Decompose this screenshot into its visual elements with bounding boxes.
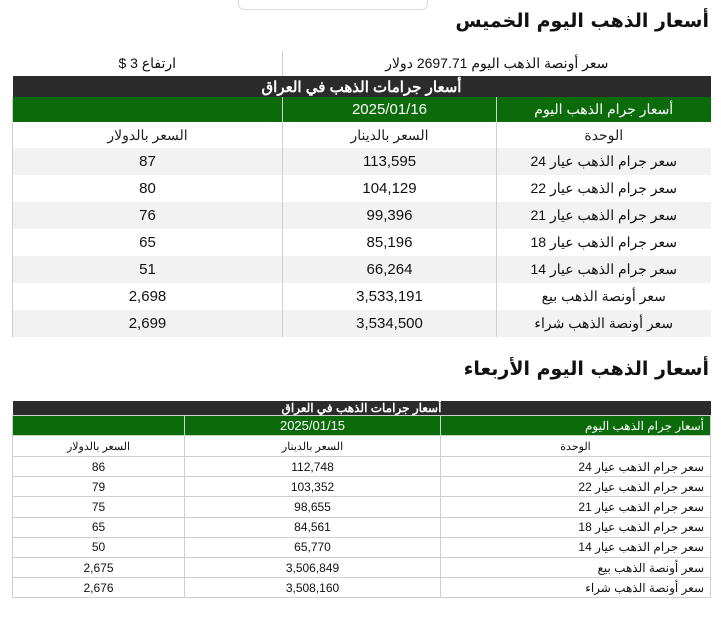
dinar-cell: 98,655 [185, 497, 441, 517]
table-row [13, 537, 711, 557]
unit-cell: سعر أونصة الذهب بيع [441, 557, 711, 577]
dinar-cell: 85,196 [283, 229, 497, 256]
table-row [13, 457, 711, 477]
date-label: 2025/01/15 [185, 416, 441, 436]
wednesday-heading: أسعار الذهب اليوم الأربعاء [463, 358, 709, 380]
dollar-cell: 65 [13, 517, 185, 537]
table-row [13, 256, 711, 283]
table-row [13, 229, 711, 256]
dollar-cell: 2,698 [13, 283, 283, 310]
dinar-cell: 3,506,849 [185, 557, 441, 577]
table-row [13, 557, 711, 577]
dollar-cell: 76 [13, 202, 283, 229]
dinar-cell: 112,748 [185, 457, 441, 477]
dinar-cell: 3,508,160 [185, 578, 441, 598]
table-row [13, 578, 711, 598]
col-dollar: السعر بالدولار [13, 122, 283, 148]
dollar-cell: 75 [13, 497, 185, 517]
table-row [13, 310, 711, 337]
table-row [13, 202, 711, 229]
unit-cell: سعر جرام الذهب عيار 24 [441, 457, 711, 477]
table-row [13, 175, 711, 202]
dinar-cell: 84,561 [185, 517, 441, 537]
dollar-cell: 2,675 [13, 557, 185, 577]
dollar-cell: 80 [13, 175, 283, 202]
table-row [13, 477, 711, 497]
table-row [13, 283, 711, 310]
change-text: ارتفاع 3 $ [13, 51, 283, 76]
table-row [13, 517, 711, 537]
unit-cell: سعر أونصة الذهب شراء [441, 578, 711, 598]
table-title: أسعار جرامات الذهب في العراق [13, 401, 711, 416]
ounce-info-row [13, 51, 711, 76]
dollar-cell: 86 [13, 457, 185, 477]
dollar-cell: 51 [13, 256, 283, 283]
green-empty-cell [13, 416, 185, 436]
table-row [13, 148, 711, 175]
col-unit: الوحدة [497, 122, 711, 148]
dollar-cell: 2,676 [13, 578, 185, 598]
dinar-cell: 104,129 [283, 175, 497, 202]
unit-cell: سعر جرام الذهب عيار 21 [497, 202, 711, 229]
unit-cell: سعر جرام الذهب عيار 18 [441, 517, 711, 537]
dinar-cell: 65,770 [185, 537, 441, 557]
green-header-row [13, 416, 711, 436]
green-empty-cell [13, 97, 283, 122]
green-header-row [13, 97, 711, 122]
green-label: أسعار جرام الذهب اليوم [497, 97, 711, 122]
col-dinar: السعر بالدينار [283, 122, 497, 148]
column-header-row [13, 436, 711, 457]
dinar-cell: 3,533,191 [283, 283, 497, 310]
ounce-price-text: سعر أونصة الذهب اليوم 2697.71 دولار [283, 51, 711, 76]
dinar-cell: 99,396 [283, 202, 497, 229]
date-label: 2025/01/16 [283, 97, 497, 122]
unit-cell: سعر أونصة الذهب بيع [497, 283, 711, 310]
green-label: أسعار جرام الذهب اليوم [441, 416, 711, 436]
unit-cell: سعر أونصة الذهب شراء [497, 310, 711, 337]
col-unit: الوحدة [441, 436, 711, 457]
wednesday-prices-table [12, 401, 711, 598]
thursday-prices-table [12, 51, 711, 337]
unit-cell: سعر جرام الذهب عيار 18 [497, 229, 711, 256]
unit-cell: سعر جرام الذهب عيار 14 [497, 256, 711, 283]
unit-cell: سعر جرام الذهب عيار 24 [497, 148, 711, 175]
col-dollar: السعر بالدولار [13, 436, 185, 457]
dinar-cell: 3,534,500 [283, 310, 497, 337]
col-dinar: السعر بالدينار [185, 436, 441, 457]
dinar-cell: 66,264 [283, 256, 497, 283]
thursday-heading: أسعار الذهب اليوم الخميس [455, 10, 709, 32]
unit-cell: سعر جرام الذهب عيار 14 [441, 537, 711, 557]
dollar-cell: 65 [13, 229, 283, 256]
dinar-cell: 103,352 [185, 477, 441, 497]
unit-cell: سعر جرام الذهب عيار 22 [441, 477, 711, 497]
unit-cell: سعر جرام الذهب عيار 22 [497, 175, 711, 202]
top-search-box[interactable] [238, 0, 428, 10]
unit-cell: سعر جرام الذهب عيار 21 [441, 497, 711, 517]
dollar-cell: 79 [13, 477, 185, 497]
table-row [13, 497, 711, 517]
table-title-row [13, 401, 711, 416]
column-header-row [13, 122, 711, 148]
dollar-cell: 2,699 [13, 310, 283, 337]
table-title: أسعار جرامات الذهب في العراق [13, 76, 711, 97]
table-title-row [13, 76, 711, 97]
dinar-cell: 113,595 [283, 148, 497, 175]
dollar-cell: 50 [13, 537, 185, 557]
dollar-cell: 87 [13, 148, 283, 175]
